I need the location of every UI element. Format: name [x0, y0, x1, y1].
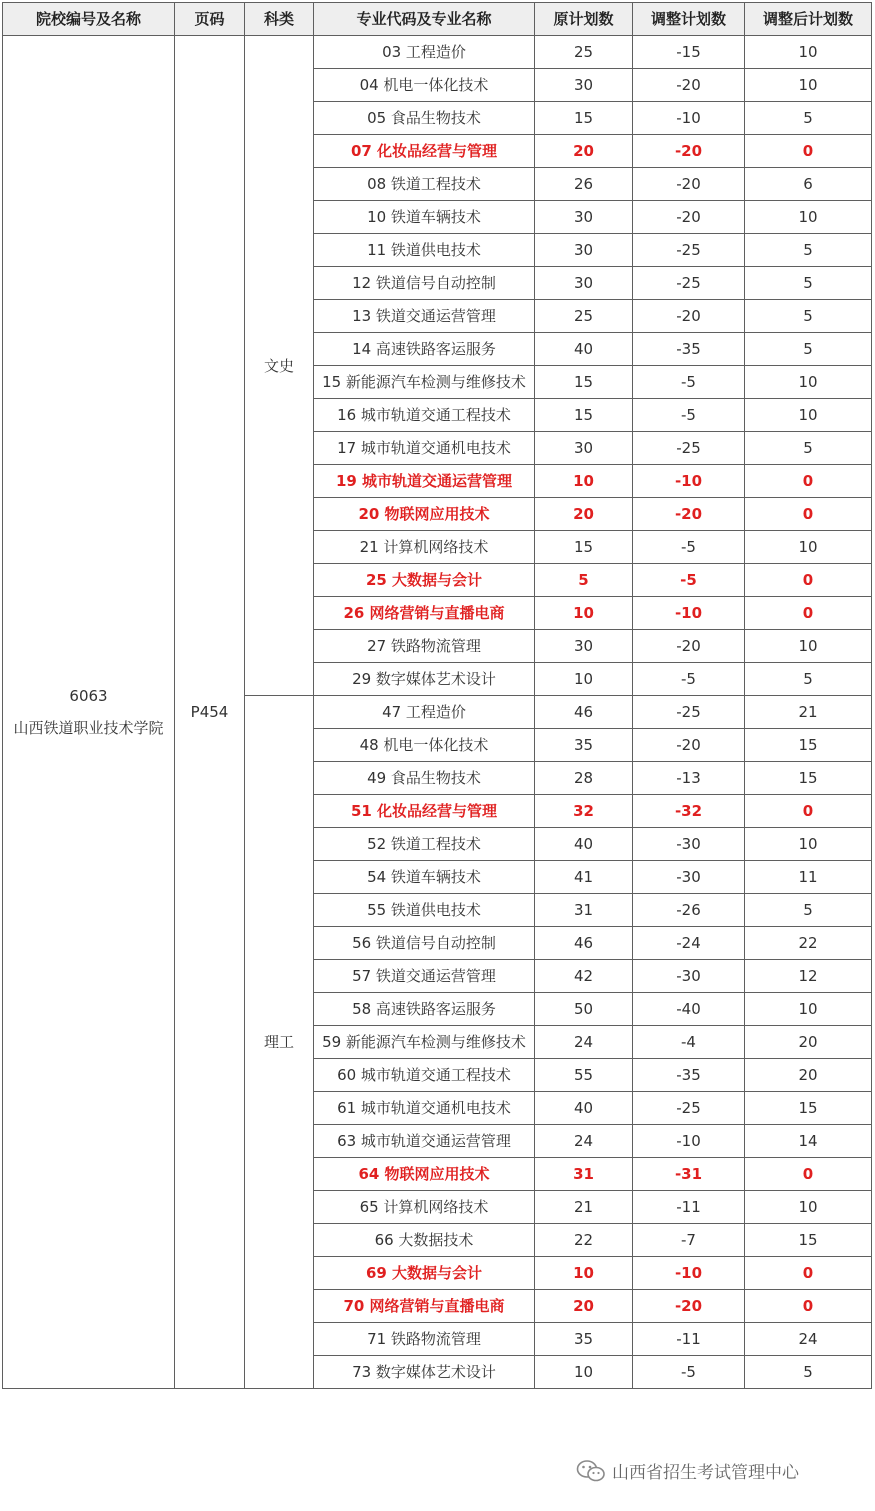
adjusted-plan-cell: 20	[745, 1059, 872, 1092]
original-plan-cell: 46	[535, 696, 633, 729]
adjustment-cell: -5	[633, 366, 745, 399]
adjustment-cell: -5	[633, 663, 745, 696]
adjusted-plan-cell: 10	[745, 69, 872, 102]
school-name: 山西铁道职业技术学院	[13, 719, 164, 737]
major-cell: 49 食品生物技术	[314, 762, 535, 795]
original-plan-cell: 30	[535, 630, 633, 663]
major-cell: 08 铁道工程技术	[314, 168, 535, 201]
adjusted-plan-cell: 5	[745, 1356, 872, 1389]
adjusted-plan-cell: 10	[745, 828, 872, 861]
adjustment-cell: -31	[633, 1158, 745, 1191]
header-adjusted-plan: 调整后计划数	[745, 3, 872, 36]
table-header-row	[3, 3, 872, 36]
adjustment-cell: -11	[633, 1323, 745, 1356]
header-major: 专业代码及专业名称	[314, 3, 535, 36]
adjustment-cell: -25	[633, 432, 745, 465]
original-plan-cell: 10	[535, 465, 633, 498]
adjusted-plan-cell: 0	[745, 1290, 872, 1323]
original-plan-cell: 55	[535, 1059, 633, 1092]
original-plan-cell: 30	[535, 69, 633, 102]
major-cell: 70 网络营销与直播电商	[314, 1290, 535, 1323]
major-cell: 54 铁道车辆技术	[314, 861, 535, 894]
header-original-plan: 原计划数	[535, 3, 633, 36]
adjusted-plan-cell: 10	[745, 366, 872, 399]
major-cell: 14 高速铁路客运服务	[314, 333, 535, 366]
major-cell: 19 城市轨道交通运营管理	[314, 465, 535, 498]
adjustment-cell: -5	[633, 531, 745, 564]
adjustment-cell: -20	[633, 729, 745, 762]
original-plan-cell: 50	[535, 993, 633, 1026]
original-plan-cell: 22	[535, 1224, 633, 1257]
page-number: P454	[175, 36, 245, 1389]
adjusted-plan-cell: 5	[745, 432, 872, 465]
major-cell: 60 城市轨道交通工程技术	[314, 1059, 535, 1092]
adjusted-plan-cell: 10	[745, 399, 872, 432]
original-plan-cell: 15	[535, 102, 633, 135]
adjustment-cell: -7	[633, 1224, 745, 1257]
major-cell: 10 铁道车辆技术	[314, 201, 535, 234]
adjusted-plan-cell: 21	[745, 696, 872, 729]
adjustment-cell: -35	[633, 1059, 745, 1092]
original-plan-cell: 5	[535, 564, 633, 597]
adjustment-cell: -20	[633, 1290, 745, 1323]
adjustment-cell: -5	[633, 399, 745, 432]
original-plan-cell: 20	[535, 498, 633, 531]
major-cell: 69 大数据与会计	[314, 1257, 535, 1290]
adjustment-cell: -10	[633, 465, 745, 498]
original-plan-cell: 10	[535, 1257, 633, 1290]
adjusted-plan-cell: 6	[745, 168, 872, 201]
adjustment-cell: -5	[633, 1356, 745, 1389]
adjustment-cell: -32	[633, 795, 745, 828]
adjustment-cell: -10	[633, 1125, 745, 1158]
original-plan-cell: 24	[535, 1026, 633, 1059]
adjusted-plan-cell: 10	[745, 201, 872, 234]
adjusted-plan-cell: 14	[745, 1125, 872, 1158]
original-plan-cell: 20	[535, 135, 633, 168]
original-plan-cell: 40	[535, 333, 633, 366]
major-cell: 61 城市轨道交通机电技术	[314, 1092, 535, 1125]
major-cell: 58 高速铁路客运服务	[314, 993, 535, 1026]
adjusted-plan-cell: 0	[745, 465, 872, 498]
adjusted-plan-cell: 10	[745, 1191, 872, 1224]
major-cell: 48 机电一体化技术	[314, 729, 535, 762]
adjustment-cell: -25	[633, 267, 745, 300]
major-cell: 04 机电一体化技术	[314, 69, 535, 102]
original-plan-cell: 31	[535, 1158, 633, 1191]
original-plan-cell: 15	[535, 531, 633, 564]
original-plan-cell: 30	[535, 267, 633, 300]
category-cell: 理工	[245, 696, 314, 1389]
original-plan-cell: 30	[535, 234, 633, 267]
major-cell: 20 物联网应用技术	[314, 498, 535, 531]
adjustment-cell: -25	[633, 1092, 745, 1125]
major-cell: 17 城市轨道交通机电技术	[314, 432, 535, 465]
adjusted-plan-cell: 20	[745, 1026, 872, 1059]
adjustment-cell: -35	[633, 333, 745, 366]
major-cell: 07 化妆品经营与管理	[314, 135, 535, 168]
major-cell: 26 网络营销与直播电商	[314, 597, 535, 630]
major-cell: 73 数字媒体艺术设计	[314, 1356, 535, 1389]
adjustment-cell: -24	[633, 927, 745, 960]
original-plan-cell: 46	[535, 927, 633, 960]
major-cell: 13 铁道交通运营管理	[314, 300, 535, 333]
major-cell: 63 城市轨道交通运营管理	[314, 1125, 535, 1158]
major-cell: 57 铁道交通运营管理	[314, 960, 535, 993]
major-cell: 71 铁路物流管理	[314, 1323, 535, 1356]
original-plan-cell: 31	[535, 894, 633, 927]
original-plan-cell: 10	[535, 663, 633, 696]
major-cell: 11 铁道供电技术	[314, 234, 535, 267]
major-cell: 65 计算机网络技术	[314, 1191, 535, 1224]
adjusted-plan-cell: 10	[745, 531, 872, 564]
adjusted-plan-cell: 5	[745, 234, 872, 267]
wechat-icon	[576, 1459, 606, 1483]
major-cell: 52 铁道工程技术	[314, 828, 535, 861]
major-cell: 16 城市轨道交通工程技术	[314, 399, 535, 432]
adjusted-plan-cell: 5	[745, 267, 872, 300]
adjustment-cell: -40	[633, 993, 745, 1026]
adjustment-cell: -15	[633, 36, 745, 69]
major-cell: 21 计算机网络技术	[314, 531, 535, 564]
original-plan-cell: 15	[535, 366, 633, 399]
header-category: 科类	[245, 3, 314, 36]
original-plan-cell: 30	[535, 432, 633, 465]
major-cell: 56 铁道信号自动控制	[314, 927, 535, 960]
adjustment-cell: -20	[633, 201, 745, 234]
adjusted-plan-cell: 0	[745, 135, 872, 168]
original-plan-cell: 15	[535, 399, 633, 432]
adjusted-plan-cell: 10	[745, 993, 872, 1026]
adjustment-cell: -10	[633, 1257, 745, 1290]
original-plan-cell: 10	[535, 597, 633, 630]
major-cell: 27 铁路物流管理	[314, 630, 535, 663]
original-plan-cell: 25	[535, 300, 633, 333]
adjusted-plan-cell: 0	[745, 597, 872, 630]
adjusted-plan-cell: 0	[745, 498, 872, 531]
adjustment-cell: -4	[633, 1026, 745, 1059]
original-plan-cell: 28	[535, 762, 633, 795]
school-cell	[3, 36, 175, 1389]
original-plan-cell: 41	[535, 861, 633, 894]
footer-org-name: 山西省招生考试管理中心	[612, 1463, 799, 1483]
major-cell: 47 工程造价	[314, 696, 535, 729]
original-plan-cell: 35	[535, 729, 633, 762]
adjusted-plan-cell: 15	[745, 1092, 872, 1125]
adjusted-plan-cell: 5	[745, 663, 872, 696]
adjusted-plan-cell: 12	[745, 960, 872, 993]
adjustment-cell: -25	[633, 696, 745, 729]
major-cell: 25 大数据与会计	[314, 564, 535, 597]
major-cell: 64 物联网应用技术	[314, 1158, 535, 1191]
major-cell: 05 食品生物技术	[314, 102, 535, 135]
adjusted-plan-cell: 0	[745, 1158, 872, 1191]
table-row	[3, 36, 872, 69]
adjusted-plan-cell: 5	[745, 894, 872, 927]
adjustment-cell: -13	[633, 762, 745, 795]
adjusted-plan-cell: 10	[745, 630, 872, 663]
adjusted-plan-cell: 15	[745, 762, 872, 795]
adjustment-cell: -30	[633, 861, 745, 894]
adjusted-plan-cell: 22	[745, 927, 872, 960]
footer-watermark	[576, 1458, 799, 1483]
header-page: 页码	[175, 3, 245, 36]
adjusted-plan-cell: 5	[745, 333, 872, 366]
adjustment-cell: -20	[633, 69, 745, 102]
school-code: 6063	[69, 687, 108, 705]
original-plan-cell: 40	[535, 828, 633, 861]
adjustment-cell: -20	[633, 498, 745, 531]
major-cell: 29 数字媒体艺术设计	[314, 663, 535, 696]
original-plan-cell: 25	[535, 36, 633, 69]
original-plan-cell: 21	[535, 1191, 633, 1224]
original-plan-cell: 32	[535, 795, 633, 828]
original-plan-cell: 20	[535, 1290, 633, 1323]
adjustment-cell: -20	[633, 135, 745, 168]
adjusted-plan-cell: 15	[745, 729, 872, 762]
major-cell: 12 铁道信号自动控制	[314, 267, 535, 300]
adjustment-cell: -30	[633, 960, 745, 993]
original-plan-cell: 35	[535, 1323, 633, 1356]
adjusted-plan-cell: 10	[745, 36, 872, 69]
adjustment-cell: -30	[633, 828, 745, 861]
adjustment-cell: -20	[633, 168, 745, 201]
adjustment-cell: -11	[633, 1191, 745, 1224]
adjusted-plan-cell: 11	[745, 861, 872, 894]
adjustment-cell: -25	[633, 234, 745, 267]
original-plan-cell: 24	[535, 1125, 633, 1158]
adjustment-cell: -5	[633, 564, 745, 597]
adjusted-plan-cell: 24	[745, 1323, 872, 1356]
adjustment-cell: -20	[633, 630, 745, 663]
adjusted-plan-cell: 15	[745, 1224, 872, 1257]
adjustment-cell: -10	[633, 102, 745, 135]
adjusted-plan-cell: 5	[745, 102, 872, 135]
adjustment-cell: -20	[633, 300, 745, 333]
original-plan-cell: 30	[535, 201, 633, 234]
original-plan-cell: 10	[535, 1356, 633, 1389]
category-cell: 文史	[245, 36, 314, 696]
header-adjustment: 调整计划数	[633, 3, 745, 36]
major-cell: 59 新能源汽车检测与维修技术	[314, 1026, 535, 1059]
header-school: 院校编号及名称	[3, 3, 175, 36]
major-cell: 51 化妆品经营与管理	[314, 795, 535, 828]
major-cell: 03 工程造价	[314, 36, 535, 69]
adjusted-plan-cell: 0	[745, 1257, 872, 1290]
adjusted-plan-cell: 5	[745, 300, 872, 333]
adjusted-plan-cell: 0	[745, 795, 872, 828]
original-plan-cell: 40	[535, 1092, 633, 1125]
major-cell: 66 大数据技术	[314, 1224, 535, 1257]
adjusted-plan-cell: 0	[745, 564, 872, 597]
adjustment-cell: -26	[633, 894, 745, 927]
major-cell: 55 铁道供电技术	[314, 894, 535, 927]
original-plan-cell: 26	[535, 168, 633, 201]
original-plan-cell: 42	[535, 960, 633, 993]
adjustment-cell: -10	[633, 597, 745, 630]
enrollment-plan-table	[2, 2, 872, 1389]
major-cell: 15 新能源汽车检测与维修技术	[314, 366, 535, 399]
